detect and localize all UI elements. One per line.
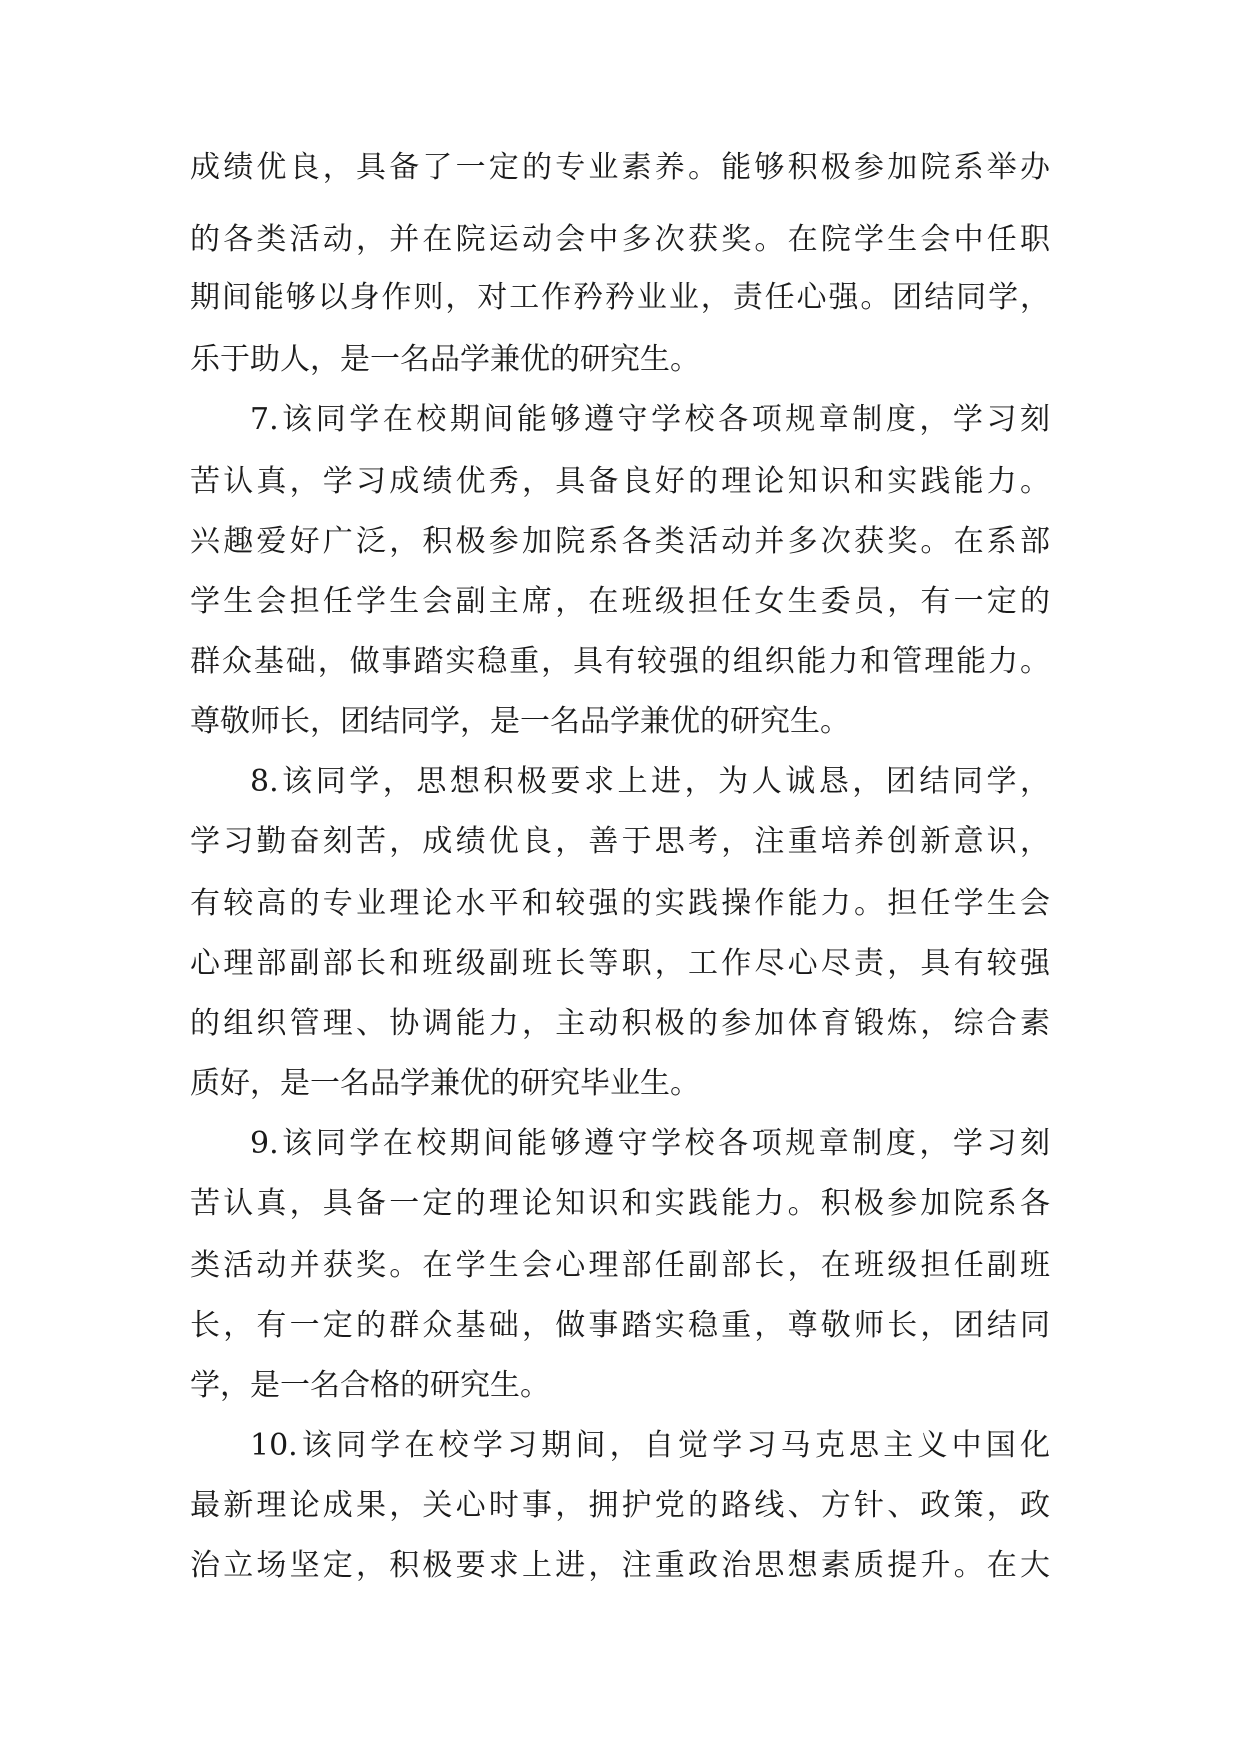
text-line: 尊敬师长，团结同学，是一名品学兼优的研究生。 bbox=[190, 704, 850, 739]
text-line: 群众基础，做事踏实稳重，具有较强的组织能力和管理能力。 bbox=[190, 644, 1050, 679]
text-line: 治立场坚定，积极要求上进，注重政治思想素质提升。在大 bbox=[190, 1548, 1050, 1583]
text-line: 最新理论成果，关心时事，拥护党的路线、方针、政策，政 bbox=[190, 1488, 1050, 1523]
text-line: 学，是一名合格的研究生。 bbox=[190, 1368, 550, 1403]
text-line: 的组织管理、协调能力，主动积极的参加体育锻炼，综合素 bbox=[190, 1006, 1050, 1041]
text-line: 期间能够以身作则，对工作矜矜业业，责任心强。团结同学， bbox=[190, 280, 1050, 315]
text-line: 8.该同学，思想积极要求上进，为人诚恳，团结同学， bbox=[250, 764, 1050, 799]
text-line: 类活动并获奖。在学生会心理部任副部长，在班级担任副班 bbox=[190, 1248, 1050, 1283]
text-line: 苦认真，学习成绩优秀，具备良好的理论知识和实践能力。 bbox=[190, 464, 1050, 499]
text-line: 7.该同学在校期间能够遵守学校各项规章制度，学习刻 bbox=[250, 402, 1050, 437]
text-line: 乐于助人，是一名品学兼优的研究生。 bbox=[190, 342, 700, 377]
text-line: 苦认真，具备一定的理论知识和实践能力。积极参加院系各 bbox=[190, 1186, 1050, 1221]
text-line: 的各类活动，并在院运动会中多次获奖。在院学生会中任职 bbox=[190, 222, 1050, 257]
text-line: 兴趣爱好广泛，积极参加院系各类活动并多次获奖。在系部 bbox=[190, 524, 1050, 559]
text-line: 10.该同学在校学习期间，自觉学习马克思主义中国化 bbox=[250, 1428, 1050, 1463]
text-line: 学生会担任学生会副主席，在班级担任女生委员，有一定的 bbox=[190, 584, 1050, 619]
text-line: 成绩优良，具备了一定的专业素养。能够积极参加院系举办 bbox=[190, 150, 1050, 185]
text-line: 长，有一定的群众基础，做事踏实稳重，尊敬师长，团结同 bbox=[190, 1308, 1050, 1343]
text-line: 心理部副部长和班级副班长等职，工作尽心尽责，具有较强 bbox=[190, 946, 1050, 981]
text-line: 有较高的专业理论水平和较强的实践操作能力。担任学生会 bbox=[190, 886, 1050, 921]
text-line: 质好，是一名品学兼优的研究毕业生。 bbox=[190, 1066, 700, 1101]
text-line: 9.该同学在校期间能够遵守学校各项规章制度，学习刻 bbox=[250, 1126, 1050, 1161]
text-line: 学习勤奋刻苦，成绩优良，善于思考，注重培养创新意识， bbox=[190, 824, 1050, 859]
